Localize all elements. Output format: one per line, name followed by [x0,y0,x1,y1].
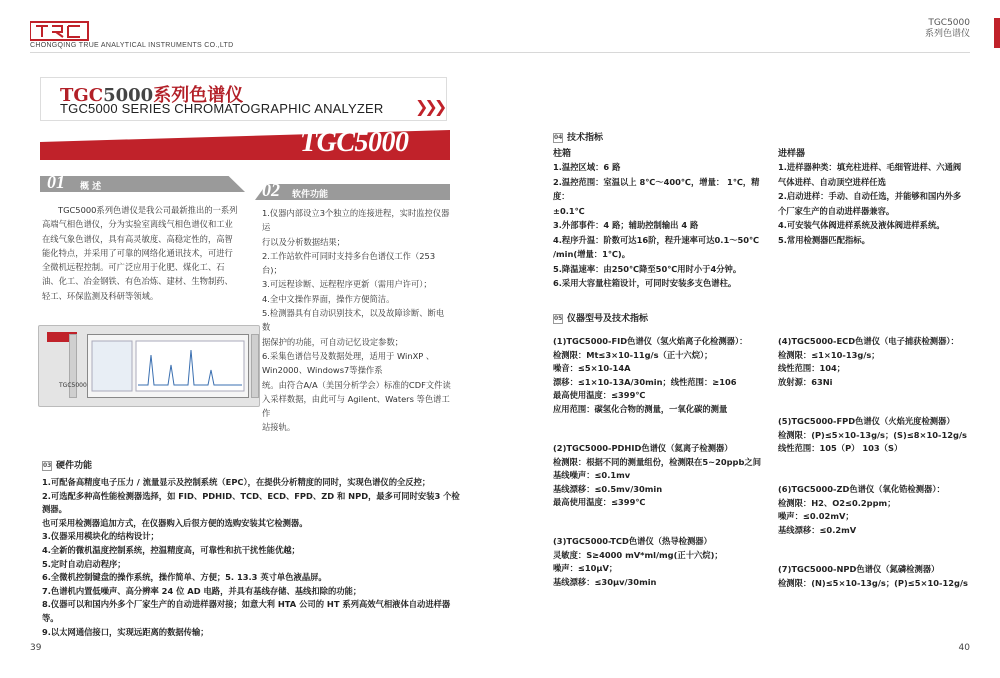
company-name: CHONGQING TRUE ANALYTICAL INSTRUMENTS CO.,LTD [30,42,234,49]
spec-line: 基线噪声：≤0.1mv [553,470,631,481]
hardware-item: 5.定时自动启动程序； [42,558,126,569]
spec-line: 检测限：(P)≤5×10-13g/s；(S)≤8×10-12g/s [778,429,967,440]
column-oven-title: 柱箱 [553,149,572,159]
injector-line: 气体进样、自动顶空进样任选 [778,176,886,187]
overview-line: 油、化工、冶金钢铁、有色冶炼、建材、生物制药、 [42,276,233,287]
hardware-section-number: 03 [43,461,52,469]
software-line: 1.仪器内部设立3个独立的连接进程，实时监控仪器运 [262,208,450,233]
column-oven-line: 5.降温速率：由250℃降至50℃用时小于4分钟。 [553,263,742,274]
spec-line: 线性范围：104； [778,363,846,374]
model-title: (1)TGC5000-FID色谱仪（氢火焰离子化检测器）： [553,336,748,346]
header-accent-bar [994,18,1000,48]
page-number-left: 39 [30,643,42,653]
tech-section-number: 04 [554,133,563,141]
spec-line: 线性范围：105（P） 103（S） [778,443,903,454]
hardware-section-label: 硬件功能 [56,461,93,471]
overview-section-bar [40,176,245,192]
tech-heading [553,130,603,143]
software-section-label: 软件功能 [292,190,329,200]
instrument-screen [87,334,249,398]
spec-line: 检测限：H2、O2≤0.2ppm； [778,497,896,508]
model-fpd [778,415,968,456]
overview-line: 能化特点，并采用了可靠的网络化通讯技术，可进行 [42,247,233,258]
model-ecd [778,335,968,389]
models-heading [553,311,648,324]
model-npd [778,563,968,590]
software-line: Win2000、Windows7等操作系 [262,365,383,376]
spec-line: 基线漂移：≤0.2mV [778,524,857,535]
model-title: (3)TGC5000-TCD色谱仪（热导检测器） [553,536,712,546]
spec-line: 应用范围：碳氢化合物的测量，一氧化碳的测量 [553,403,728,414]
hardware-item: 6.全微机控制键盘的操作系统，操作简单、方便；5. 13.3 英寸单色液晶屏。 [42,572,327,583]
column-oven-line: ±0.1℃ [553,205,585,216]
injector-title: 进样器 [778,149,806,159]
software-line: 3.可远程诊断、远程程序更新（需用户许可）； [262,279,432,290]
title-suffix: 系列色谱仪 [153,85,244,106]
overview-line: 全微机远程控制。可广泛应用于化肥、煤化工、石 [42,262,225,273]
model-zd [778,483,968,537]
spec-line: 检测限：根据不同的测量组份，检测限在5~20ppb之间 [553,456,762,467]
instrument-model-label: TGC5000 [59,382,87,389]
header-divider [30,52,970,53]
spec-line: 漂移：≤1×10-13A/30min；线性范围：≥106 [553,376,737,387]
spec-line: 检测限：≤1×10-13g/s； [778,349,880,360]
spec-line: 噪声：≤0.02mV； [778,511,854,522]
company-logo [30,20,90,42]
software-list [262,206,452,435]
model-title: (7)TGC5000-NPD色谱仪（氮磷检测器） [778,564,940,574]
spec-line: 检测限：(N)≤5×10-13g/s；(P)≤5×10-12g/s [778,577,968,588]
instrument-handle-right [251,334,259,398]
instrument-image [38,325,260,407]
header-product [925,18,970,40]
column-oven-list [553,160,768,291]
overview-line: 高端气相色谱仪，分为实验室离线气相色谱仪和工业 [42,219,233,230]
screen-chromatogram-graphic [88,335,248,397]
software-line: 行以及分析数据结果； [262,236,345,247]
spec-line: 最高使用温度：≤399℃ [553,390,646,401]
column-oven-line: 4.程序升温：阶数可达16阶，程升速率可达0.1～50℃ [553,234,760,245]
spec-line: 基线漂移：≤0.5mv/30min [553,483,663,494]
model-title: (6)TGC5000-ZD色谱仪（氧化锆检测器）： [778,484,945,494]
spec-line: 基线漂移：≤30μv/30min [553,576,657,587]
overview-line: TGC5000系列色谱仪是我公司最新推出的一系列 [58,205,238,215]
injector-line: 2.启动进样：手动、自动任选，并能够和国内外多 [778,191,962,201]
hardware-heading [42,458,92,471]
software-line: 2.工作站软件可同时支持多台色谱仪工作（253 [262,250,436,261]
hardware-item: 8.仪器可以和国内外多个厂家生产的自动进样器对接；如意大利 HTA 公司的 HT 系列高效气相液体自动进样器等。 [42,599,451,623]
spec-line: 噪音：≤5×10-14A [553,363,631,374]
model-fid [553,335,778,417]
title-model-number: 5000 [103,85,154,106]
model-title: (4)TGC5000-ECD色谱仪（电子捕获检测器）： [778,336,959,346]
software-line: 台)； [262,265,282,276]
hardware-list [42,476,462,639]
software-section-bar [255,184,450,200]
overview-section-number: 01 [47,172,65,192]
software-section-number: 02 [262,180,280,200]
injector-line: 5.常用检测器匹配指标。 [778,234,870,245]
hardware-item: 也可采用检测器追加方式，在仪器购入后很方便的选购安装其它检测器。 [42,517,308,528]
overview-line: 在线气象色谱仪，具有高灵敏度、高稳定性的，高智 [42,233,233,244]
models-section-label: 仪器型号及技术指标 [567,314,649,324]
spec-line: 检测限：Mt≤3×10-11g/s（正十六烷）； [553,349,713,360]
overview-text [42,203,252,303]
spec-line: 最高使用温度：≤399℃ [553,497,646,508]
overview-line: 轻工、环保监测及科研等领域。 [42,290,159,301]
hardware-item: 7.色谱机内置低噪声、高分辨率 24 位 AD 电路，并具有基线存储、基线扣除的功能； [42,585,362,596]
page-title-en: TGC5000 SERIES CHROMATOGRAPHIC ANALYZER [60,101,384,116]
overview-section-label: 概 述 [80,182,102,192]
model-pdhid [553,442,778,510]
tech-section-label: 技术指标 [567,133,604,143]
model-title: (5)TGC5000-FPD色谱仪（火焰光度检测器） [778,416,955,426]
hardware-item: 2.可选配多种高性能检测器选择，如 FID、PDHID、TCD、ECD、FPD、ZD 和 NPD，最多可同时安装3 个检测器。 [42,490,460,515]
title-prefix: TGC [60,85,104,106]
spec-line: 噪声：≤10μV； [553,563,618,574]
software-line: 站接轨。 [262,422,296,433]
software-line: 6.采集色谱信号及数据处理，适用于 WinXP 、 [262,350,435,361]
software-line: 4.全中文操作界面，操作方便简洁。 [262,293,395,304]
column-oven-line: /min(增量：1℃)。 [553,249,631,259]
hardware-item: 1.可配备高精度电子压力 / 流量显示及控制系统（EPC），在提供分析精度的同时，实现色谱仪的全反控； [42,477,431,487]
page-number-right: 40 [958,643,970,653]
hardware-item: 4.全新的微机温度控制系统，控温精度高，可靠性和抗干扰性能优越； [42,544,300,555]
spec-line: 灵敏度：S≥4000 mV*ml/mg(正十六烷)； [553,549,723,560]
spec-line: 放射源：63Ni [778,376,833,387]
software-line: 入采样数据，由此可与 Agilent、Waters 等色谱工作 [262,393,450,419]
hardware-item: 9.以太网通信接口，实现远距离的数据传输； [42,626,209,637]
injector-list [778,160,968,247]
software-line: 5.检测器具有自动识别技术，以及故障诊断、断电数 [262,308,445,333]
injector-line: 1.进样器种类：填充柱进样、毛细管进样、六通阀 [778,162,962,172]
software-line: 统。由符合A/A（美国分析学会）标准的CDF文件读 [262,379,451,390]
injector-line: 4.可安装气体阀进样系统及液体阀进样系统。 [778,220,945,230]
software-line: 据保护的功能，可自动记忆设定参数； [262,336,404,347]
model-tcd [553,535,778,589]
column-oven-line: 3.外部事件：4 路；辅助控制输出 4 路 [553,220,699,230]
header-series: 系列色谱仪 [924,29,970,39]
header-model: TGC5000 [928,18,970,28]
column-oven-line: 6.采用大容量柱箱设计，可同时安装多支色谱柱。 [553,278,737,288]
model-title: (2)TGC5000-PDHID色谱仪（氦离子检测器） [553,443,733,453]
hardware-item: 3.仪器采用模块化的结构设计； [42,531,159,542]
column-oven-line: 2.温控范围：室温以上 8℃～400℃，增量： 1℃，精度： [553,176,760,201]
models-section-number: 05 [554,314,563,322]
injector-line: 个厂家生产的自动进样器兼容。 [778,205,895,216]
chevron-arrows-icon: ❯❯❯ [415,97,444,116]
banner-model-text: TGC5000 [300,127,409,158]
column-oven-line: 1.温控区域：6 路 [553,162,621,172]
